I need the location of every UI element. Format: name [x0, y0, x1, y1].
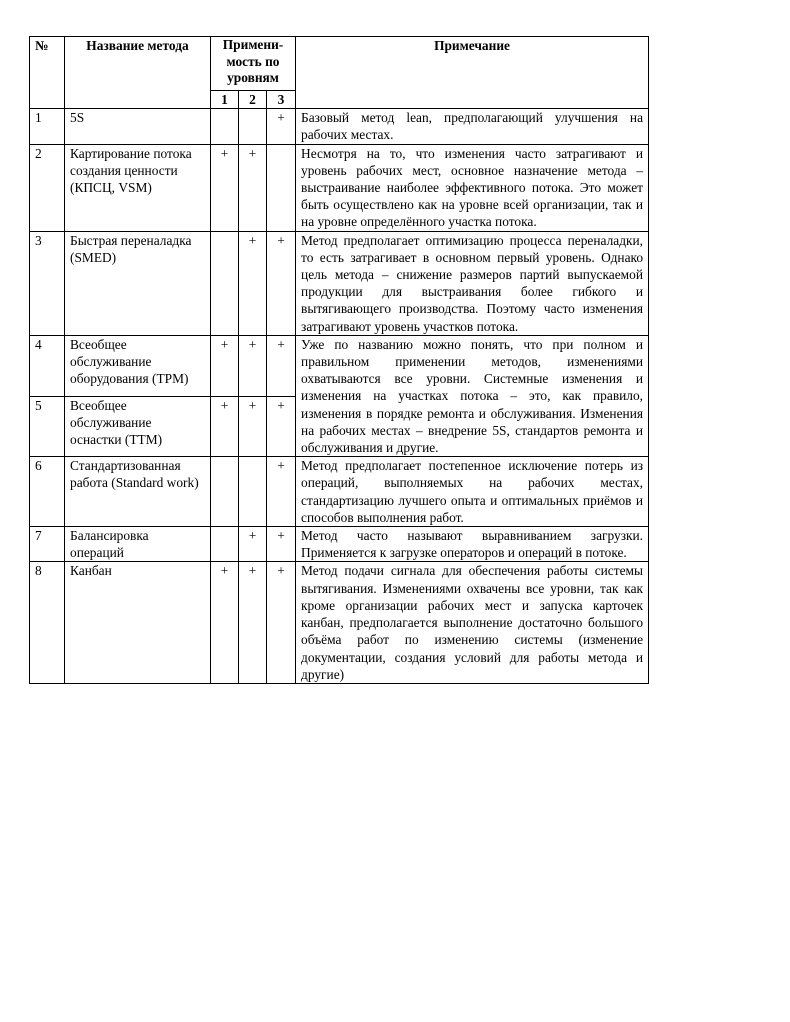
methods-table	[29, 36, 649, 684]
header-note: Примечание	[296, 37, 649, 109]
row-method-name: Картирование потока создания ценности (КПСЦ, VSM)	[65, 144, 211, 231]
row-method-name: Всеобщее обслуживание оснастки (TTM)	[65, 396, 211, 457]
row-level-3-mark: +	[267, 527, 296, 562]
row-level-2-mark	[239, 457, 267, 527]
row-note: Метод предполагает постепенное исключение потерь из операций, выполняемых на рабочих местах, стандартизацию лучшего опыта и оптимальных приёмов и способов выполнения работ.	[296, 457, 649, 527]
row-level-3-mark: +	[267, 562, 296, 683]
row-level-1-mark: +	[211, 144, 239, 231]
table-row	[30, 144, 649, 231]
row-level-2-mark: +	[239, 335, 267, 396]
row-method-name: Стандартизованная работа (Standard work)	[65, 457, 211, 527]
row-level-1-mark: +	[211, 396, 239, 457]
row-num: 8	[30, 562, 65, 683]
row-level-2-mark: +	[239, 144, 267, 231]
header-level-2: 2	[239, 91, 267, 109]
header-num: №	[30, 37, 65, 109]
header-level-3: 3	[267, 91, 296, 109]
row-note: Метод часто называют выравниванием загрузки. Применяется к загрузке операторов и операций в потоке.	[296, 527, 649, 562]
row-level-2-mark	[239, 109, 267, 144]
table-row	[30, 335, 649, 396]
row-method-name: Балансировка операций	[65, 527, 211, 562]
table-row	[30, 231, 649, 335]
row-level-3-mark: +	[267, 457, 296, 527]
row-level-1-mark: +	[211, 562, 239, 683]
row-level-3-mark: +	[267, 109, 296, 144]
row-method-name: Всеобщее обслуживание оборудования (TPM)	[65, 335, 211, 396]
row-level-1-mark	[211, 231, 239, 335]
row-level-1-mark	[211, 109, 239, 144]
row-num: 2	[30, 144, 65, 231]
table-row	[30, 562, 649, 683]
header-level-1: 1	[211, 91, 239, 109]
table-row	[30, 527, 649, 562]
row-method-name: Канбан	[65, 562, 211, 683]
row-level-3-mark	[267, 144, 296, 231]
row-num: 7	[30, 527, 65, 562]
row-note: Метод предполагает оптимизацию процесса переналадки, то есть затрагивает в основном первый уровень. Однако цель метода – снижение размеров партий выпускаемой продукции для выстраивания более гибкого и вытягивающего производства. Поэтому часто изменения затрагивают уровень участков потока.	[296, 231, 649, 335]
row-method-name: 5S	[65, 109, 211, 144]
row-num: 1	[30, 109, 65, 144]
table-row	[30, 457, 649, 527]
row-note-merged: Уже по названию можно понять, что при полном и правильном применении методов, изменениями охватываются все уровни. Системные изменения и изменения на участках потока – это, как правило, изменения в порядке ремонта и обслуживания. Изменения на рабочих местах – внедрение 5S, стандартов ремонта и обслуживания и другие.	[296, 335, 649, 456]
row-level-3-mark: +	[267, 335, 296, 396]
row-level-3-mark: +	[267, 396, 296, 457]
row-num: 6	[30, 457, 65, 527]
header-row	[30, 37, 649, 91]
row-level-2-mark: +	[239, 396, 267, 457]
row-level-1-mark	[211, 457, 239, 527]
header-method-name: Название метода	[65, 37, 211, 109]
row-level-1-mark	[211, 527, 239, 562]
row-level-2-mark: +	[239, 527, 267, 562]
row-num: 5	[30, 396, 65, 457]
row-method-name: Быстрая переналадка (SMED)	[65, 231, 211, 335]
row-num: 3	[30, 231, 65, 335]
row-level-2-mark: +	[239, 231, 267, 335]
table-row	[30, 109, 649, 144]
row-level-3-mark: +	[267, 231, 296, 335]
row-level-1-mark: +	[211, 335, 239, 396]
row-note: Несмотря на то, что изменения часто затрагивают и уровень рабочих мест, основное назначение метода – выстраивание наиболее эффективного потока. Это может быть осуществлено как на уровне всей организации, так и на уровне определённого участка потока.	[296, 144, 649, 231]
row-num: 4	[30, 335, 65, 396]
row-note: Базовый метод lean, предполагающий улучшения на рабочих местах.	[296, 109, 649, 144]
row-note: Метод подачи сигнала для обеспечения работы системы вытягивания. Изменениями охвачены все уровни, так как кроме организации рабочих мест и запуска карточек канбан, предполагается выполнение достаточно большого объёма работ по изменению системы (изменение документации, создания условий для работы метода и другие)	[296, 562, 649, 683]
header-applicability: Примени-мость по уровням	[211, 37, 296, 91]
row-level-2-mark: +	[239, 562, 267, 683]
